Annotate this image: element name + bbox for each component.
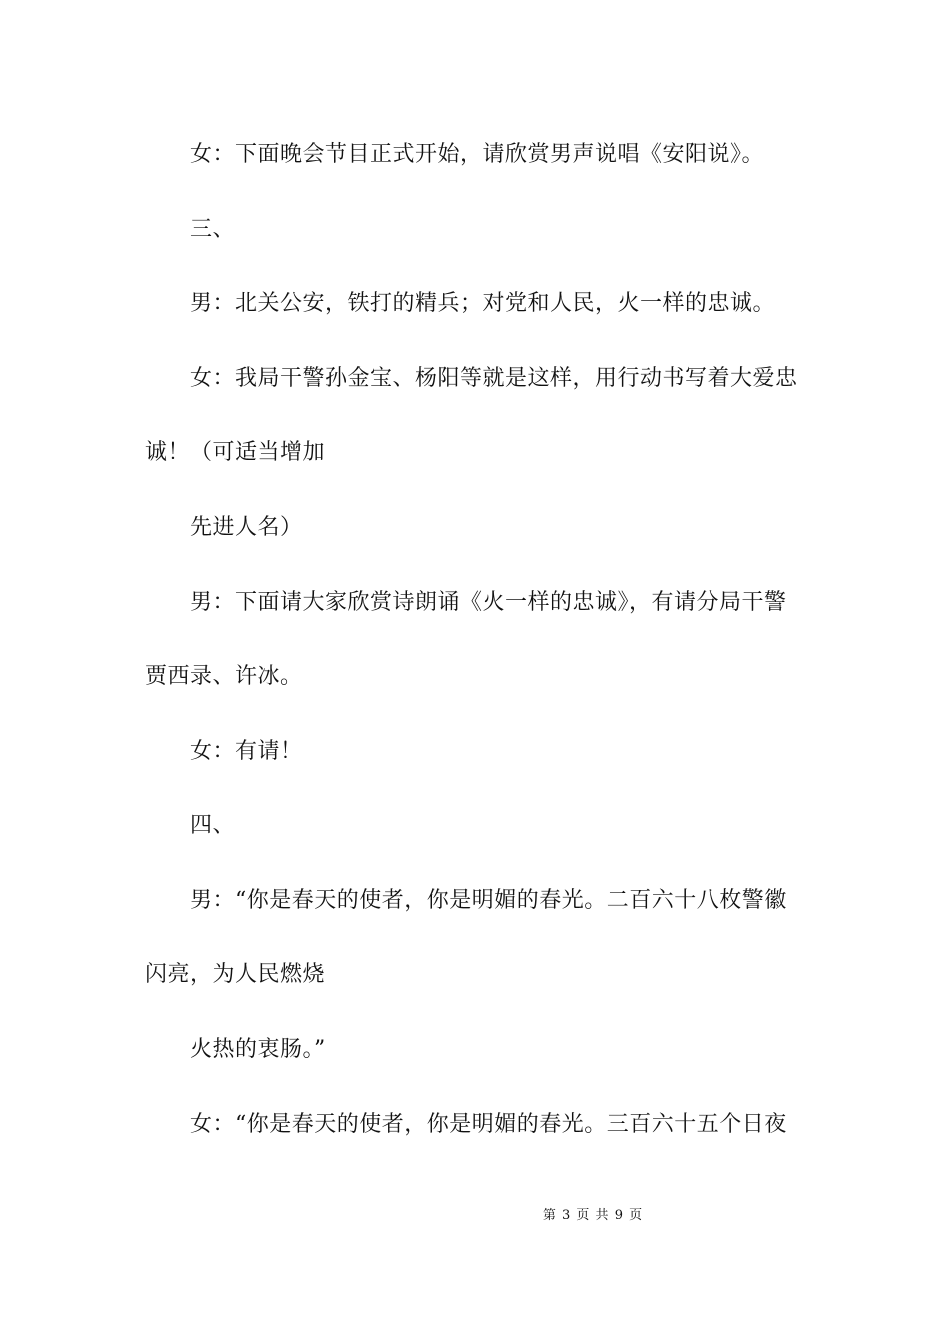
paragraph-line: 男：下面请大家欣赏诗朗诵《火一样的忠诚》，有请分局干警: [190, 590, 787, 615]
paragraph-line: 女：下面晚会节目正式开始，请欣赏男声说唱《安阳说》。: [190, 142, 765, 167]
paragraph-line: 女：“你是春天的使者，你是明媚的春光。三百六十五个日夜: [190, 1112, 787, 1137]
section-heading: 三、: [190, 217, 236, 242]
section-heading: 四、: [190, 813, 236, 838]
paragraph-line: 火热的衷肠。”: [190, 1037, 326, 1062]
paragraph-line: 男：北关公安，铁打的精兵；对党和人民，火一样的忠诚。: [190, 291, 776, 316]
paragraph-line: 贾西录、许冰。: [145, 664, 303, 689]
paragraph-line: 女：我局干警孙金宝、杨阳等就是这样，用行动书写着大爱忠: [190, 366, 798, 391]
page-number-footer: 第 3 页 共 9 页: [542, 1208, 644, 1223]
paragraph-line: 男：“你是春天的使者，你是明媚的春光。二百六十八枚警徽: [190, 888, 787, 913]
paragraph-line: 先进人名）: [190, 515, 303, 540]
paragraph-line: 诚！（可适当增加: [145, 440, 326, 465]
paragraph-line: 闪亮，为人民燃烧: [145, 962, 326, 987]
paragraph-line: 女：有请！: [190, 739, 303, 764]
